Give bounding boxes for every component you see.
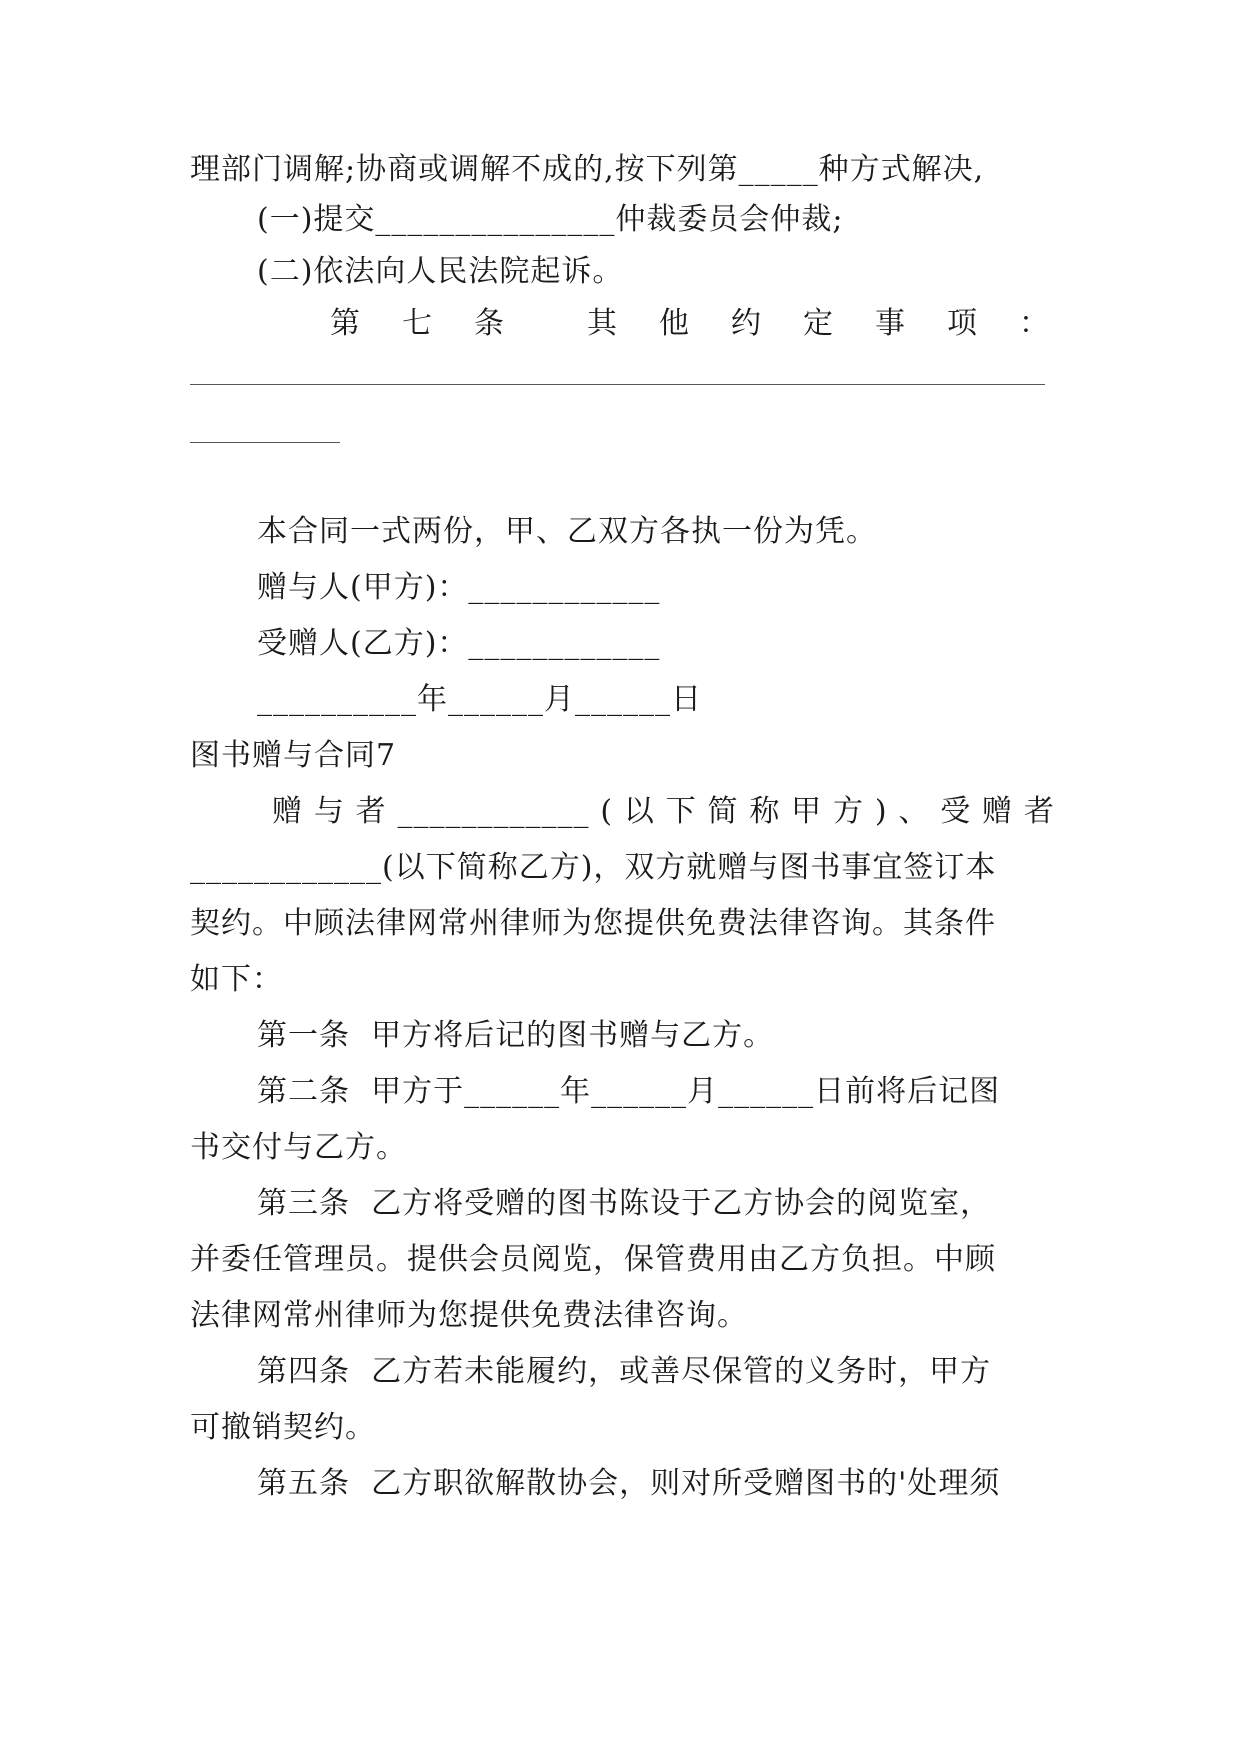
article-two: 第二条 甲方于______年______月______日前将后记图: [257, 1074, 1001, 1109]
heading-char: 定: [803, 306, 834, 341]
text-line-dispute-resolution: 理部门调解;协商或调解不成的,按下列第_____种方式解决,: [190, 152, 985, 187]
article-three-cont-2: 法律网常州律师为您提供免费法律咨询。: [190, 1298, 748, 1333]
intro-char: 以: [623, 794, 655, 829]
article-two-cont: 书交付与乙方。: [190, 1130, 407, 1165]
heading-char: 条: [474, 306, 505, 341]
article-seven-heading: [330, 304, 1050, 344]
text-line-as-follows: 如下：: [190, 962, 283, 997]
donor-signature-line: 赠与人(甲方)：____________: [257, 570, 661, 605]
text-line-contract: 契约。中顾法律网常州律师为您提供免费法律咨询。其条件: [190, 906, 996, 941]
article-four: 第四条 乙方若未能履约，或善尽保管的义务时，甲方: [257, 1354, 992, 1389]
intro-char: 下: [665, 794, 697, 829]
intro-char: 者: [1023, 794, 1055, 829]
heading-char: 第: [330, 306, 361, 341]
donee-signature-line: 受赠人(乙方)：____________: [257, 626, 661, 661]
heading-char: ：: [1019, 306, 1050, 341]
heading-char: 他: [659, 306, 690, 341]
intro-char: 受: [940, 794, 972, 829]
intro-char: 甲: [791, 794, 823, 829]
intro-char: (: [600, 794, 614, 829]
article-five: 第五条 乙方职欲解散协会，则对所受赠图书的'处理须: [257, 1466, 1001, 1501]
intro-char: 简: [707, 794, 739, 829]
article-three-cont: 并委任管理员。提供会员阅览，保管费用由乙方负担。中顾: [190, 1242, 996, 1277]
donor-intro-line: [272, 792, 1055, 832]
heading-char: 其: [587, 306, 618, 341]
intro-char: 赠: [982, 794, 1014, 829]
blank-line-short: [190, 442, 340, 443]
text-line-copies: 本合同一式两份，甲、乙双方各执一份为凭。: [257, 514, 877, 549]
heading-char: 约: [731, 306, 762, 341]
heading-char: 项: [947, 306, 978, 341]
date-line: __________年______月______日: [257, 682, 702, 717]
intro-char: 、: [898, 794, 930, 829]
intro-blank: ____________: [397, 794, 590, 829]
intro-char: ): [874, 794, 888, 829]
heading-char: 事: [875, 306, 906, 341]
article-four-cont: 可撤销契约。: [190, 1410, 376, 1445]
heading-char: 七: [402, 306, 433, 341]
blank-line-long: [190, 384, 1045, 385]
intro-char: 者: [355, 794, 387, 829]
section-title: 图书赠与合同7: [190, 738, 397, 773]
text-line-arbitration: (一)提交_______________仲裁委员会仲裁;: [257, 202, 844, 237]
article-three: 第三条 乙方将受赠的图书陈设于乙方协会的阅览室，: [257, 1186, 992, 1221]
intro-char: 称: [749, 794, 781, 829]
article-one: 第一条 甲方将后记的图书赠与乙方。: [257, 1018, 775, 1053]
intro-char: 方: [833, 794, 864, 829]
text-line-lawsuit: (二)依法向人民法院起诉。: [257, 254, 624, 289]
intro-char: 与: [313, 794, 345, 829]
text-line-donee: ____________(以下简称乙方)，双方就赠与图书事宜签订本: [190, 850, 997, 885]
intro-char: 赠: [272, 794, 303, 829]
